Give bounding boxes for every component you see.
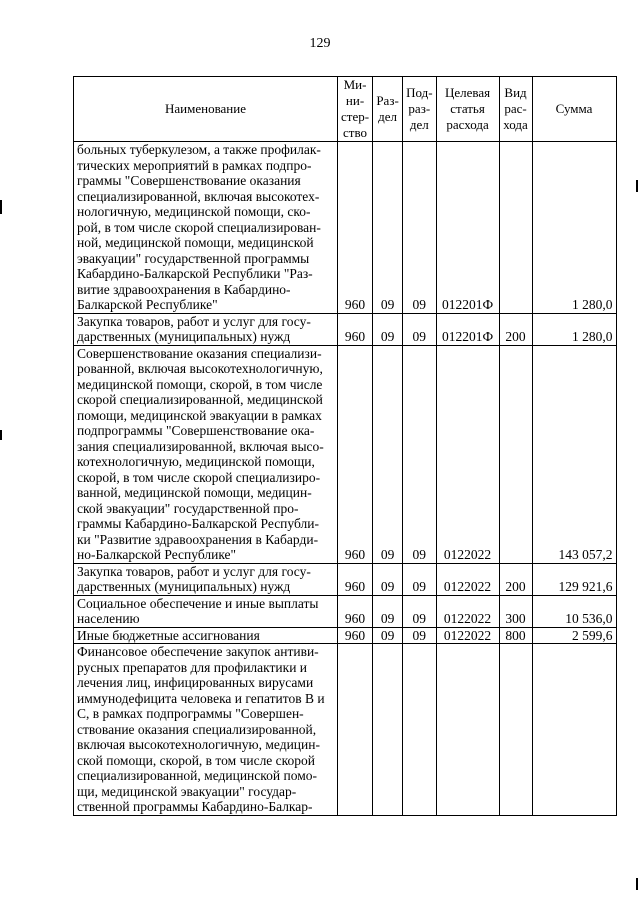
row-name: Финансовое обеспечение закупок антиви- русных препаратов для профилактики и лечения лиц, инфицированных вирусами иммунодефицита человека и гепатитов B и C, в рамках подпрограммы "Совершен- ствование оказания специализированной, включая высокотехнологичную, медицин- ской помощи, скорой, в том числе скорой специализированной, медицинской помо- щи, медицинской эвакуации" государ- ственной программы Кабардино-Балкар- xyxy=(74,644,338,816)
row-target-article: 012201Ф xyxy=(436,142,499,314)
table-row xyxy=(74,313,617,345)
header-subsection: Под- раз- дел xyxy=(403,77,436,142)
row-ministry: 960 xyxy=(338,313,373,345)
row-amount: 10 536,0 xyxy=(532,595,616,627)
row-amount: 143 057,2 xyxy=(532,345,616,563)
row-target-article: 0122022 xyxy=(436,563,499,595)
header-amount: Сумма xyxy=(532,77,616,142)
row-target-article: 012201Ф xyxy=(436,313,499,345)
table-row xyxy=(74,345,617,563)
row-section: 09 xyxy=(373,345,403,563)
header-section: Раз- дел xyxy=(373,77,403,142)
binding-mark-left xyxy=(0,430,2,440)
row-subsection: 09 xyxy=(403,345,436,563)
row-expense-type: 200 xyxy=(499,313,532,345)
table-row xyxy=(74,142,617,314)
row-target-article: 0122022 xyxy=(436,627,499,644)
row-section: 09 xyxy=(373,563,403,595)
header-name: Наименование xyxy=(74,77,338,142)
binding-mark-right xyxy=(636,878,638,890)
row-target-article: 0122022 xyxy=(436,345,499,563)
row-expense-type: 800 xyxy=(499,627,532,644)
row-amount: 129 921,6 xyxy=(532,563,616,595)
row-subsection: 09 xyxy=(403,627,436,644)
table-header xyxy=(74,77,617,142)
budget-table xyxy=(73,76,617,816)
row-expense-type: 200 xyxy=(499,563,532,595)
row-subsection: 09 xyxy=(403,595,436,627)
row-amount: 1 280,0 xyxy=(532,142,616,314)
row-ministry xyxy=(338,644,373,816)
row-section: 09 xyxy=(373,313,403,345)
row-section: 09 xyxy=(373,142,403,314)
table-row xyxy=(74,627,617,644)
row-ministry: 960 xyxy=(338,563,373,595)
row-name: Закупка товаров, работ и услуг для госу- дарственных (муниципальных) нужд xyxy=(74,563,338,595)
row-name: Закупка товаров, работ и услуг для госу- дарственных (муниципальных) нужд xyxy=(74,313,338,345)
row-section: 09 xyxy=(373,595,403,627)
header-target-article: Целевая статья расхода xyxy=(436,77,499,142)
row-expense-type: 300 xyxy=(499,595,532,627)
row-expense-type xyxy=(499,142,532,314)
row-expense-type xyxy=(499,644,532,816)
row-section xyxy=(373,644,403,816)
header-ministry: Ми- ни- стер- ство xyxy=(338,77,373,142)
row-subsection xyxy=(403,644,436,816)
row-ministry: 960 xyxy=(338,142,373,314)
row-subsection: 09 xyxy=(403,563,436,595)
row-ministry: 960 xyxy=(338,627,373,644)
row-name: больных туберкулезом, а также профилак- тических мероприятий в рамках подпро- граммы "Совершенствование оказания специализированной, включая высокотех- нологичную, медицинской помощи, ско- рой, в том числе скорой специализирован- ной, медицинской помощи, медицинской эвакуации" государственной программы Кабардино-Балкарской Республики "Раз- витие здравоохранения в Кабардино- Балкарской Республике" xyxy=(74,142,338,314)
row-amount: 1 280,0 xyxy=(532,313,616,345)
binding-mark-right xyxy=(636,180,638,192)
header-expense-type: Вид рас- хода xyxy=(499,77,532,142)
row-ministry: 960 xyxy=(338,595,373,627)
row-expense-type xyxy=(499,345,532,563)
table-row xyxy=(74,595,617,627)
row-target-article xyxy=(436,644,499,816)
row-name: Иные бюджетные ассигнования xyxy=(74,627,338,644)
row-name: Социальное обеспечение и иные выплаты населению xyxy=(74,595,338,627)
row-name: Совершенствование оказания специализи- рованной, включая высокотехнологичную, медицинской помощи, скорой, в том числе скорой специализированной, медицинской помощи, медицинской эвакуации в рамках подпрограммы "Совершенствование ока- зания специализированной, включая высо- котехнологичную, медицинской помощи, скорой, в том числе скорой специализиро- ванной, медицинской помощи, медицин- ской эвакуации" государственной про- граммы Кабардино-Балкарской Республи- ки "Развитие здравоохранения в Кабарди- но-Балкарской Республике" xyxy=(74,345,338,563)
row-subsection: 09 xyxy=(403,313,436,345)
row-target-article: 0122022 xyxy=(436,595,499,627)
table-row xyxy=(74,644,617,816)
row-ministry: 960 xyxy=(338,345,373,563)
row-section: 09 xyxy=(373,627,403,644)
row-amount: 2 599,6 xyxy=(532,627,616,644)
binding-mark-left xyxy=(0,200,2,214)
row-subsection: 09 xyxy=(403,142,436,314)
row-amount xyxy=(532,644,616,816)
table-row xyxy=(74,563,617,595)
page-number: 129 xyxy=(309,36,331,51)
